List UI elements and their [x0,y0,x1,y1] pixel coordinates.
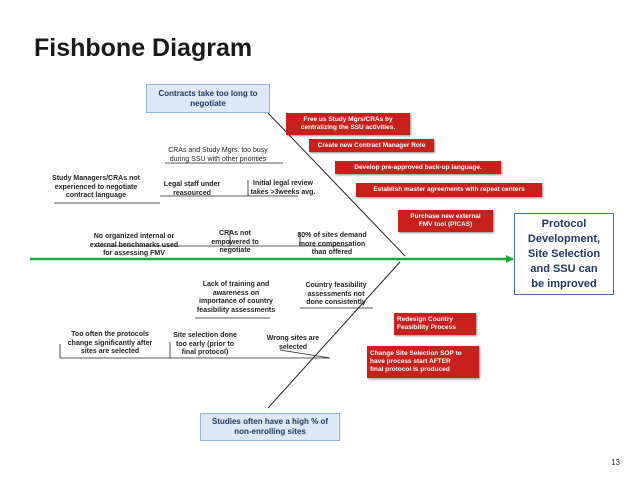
solution-backup-language: Develop pre-approved back-up language. [335,161,501,174]
cause-cras-busy: CRAs and Study Mgrs. too busy during SSU with other priorities [168,147,268,163]
cause-site-selection-early: Site selection done too early (prior to final protocol) [173,332,237,356]
cause-sites-demand: 80% of sites demand more compensation than offered [297,232,367,256]
cause-initial-legal: Initial legal review takes >3weeks avg. [250,180,316,196]
cause-protocols-change: Too often the protocols change significantly after sites are selected [67,331,153,355]
effect-box: Protocol Development, Site Selection and SSU can be improved [514,213,614,295]
solution-change-sop: Change Site Selection SOP to have process start AFTER final protocol is produced [367,346,479,378]
category-non-enrolling-sites: Studies often have a high % of non-enrolling sites [200,413,340,441]
page-number: 13 [611,458,620,467]
solution-free-study-mgrs: Free us Study Mgrs/CRAs by centralizing the SSU activities. [286,113,410,135]
cause-country-feasibility: Country feasibility assessments not done consistently [305,282,367,306]
solution-redesign-feasibility: Redesign Country Feasibility Process [394,313,476,335]
cause-wrong-sites: Wrong sites are selected [266,335,320,351]
category-contracts: Contracts take too long to negotiate [146,84,270,113]
page-title: Fishbone Diagram [34,34,253,62]
solution-contract-manager: Create new Contract Manager Role [309,139,434,152]
cause-lack-training: Lack of training and awareness on importance of country feasibility assessments [196,281,276,314]
cause-cras-not-empowered: CRAs not empowered to negotiate [211,230,259,254]
solution-master-agreements: Establish master agreements with repeat centers [356,183,542,197]
cause-study-managers: Study Managers/CRAs not experienced to negotiate contract language [52,175,140,199]
solution-fmv-tool: Purchase new external FMV tool (PICAS) [398,210,493,232]
cause-benchmarks: No organized internal or external benchmarks used for assessing FMV [89,233,179,257]
cause-legal-staff: Legal staff under reasourced [163,181,221,197]
